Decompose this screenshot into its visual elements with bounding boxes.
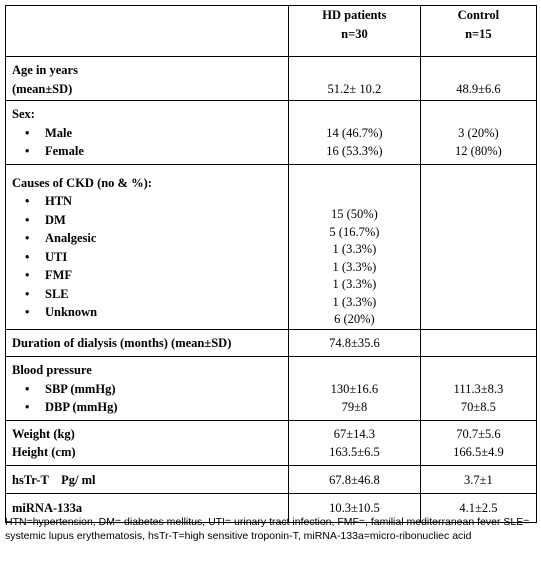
sex-item-female: • Female xyxy=(12,142,282,161)
bp-item-dbp: • DBP (mmHg) xyxy=(12,398,282,417)
troponin-row xyxy=(6,465,537,494)
header-row xyxy=(6,6,537,57)
age-control-value: 48.9±6.6 xyxy=(420,57,536,101)
patient-characteristics-table xyxy=(5,5,537,523)
troponin-hd-value: 67.8±46.8 xyxy=(289,465,421,494)
sex-item-male: • Male xyxy=(12,124,282,143)
cause-htn-hd: 15 (50%) xyxy=(330,207,378,221)
anthro-row xyxy=(6,420,537,465)
bp-control-cell xyxy=(420,357,536,421)
header-control-cell xyxy=(420,6,536,57)
dialysis-control-value xyxy=(420,329,536,357)
dbp-hd: 79±8 xyxy=(341,400,368,414)
bp-hd-cell xyxy=(289,357,421,421)
weight-control: 70.7±5.6 xyxy=(456,426,501,441)
sex-control-cell xyxy=(420,101,536,165)
control-n: n=15 xyxy=(465,26,492,41)
causes-label: Causes of CKD (no & %): xyxy=(12,175,152,190)
bp-label-cell xyxy=(6,357,289,421)
dialysis-hd-value: 74.8±35.6 xyxy=(289,329,421,357)
bp-item-sbp: • SBP (mmHg) xyxy=(12,380,282,399)
causes-control-cell xyxy=(420,164,536,329)
causes-hd-cell xyxy=(289,164,421,329)
age-label-sub: (mean±SD) xyxy=(12,81,73,96)
mirna-hd-value: 10.3±10.5 xyxy=(289,494,421,523)
age-label: Age in years xyxy=(12,63,78,77)
table-footnote: HTN=hypertension, DM= diabetes mellitus, UTI= urinary tract infection, FMF=, familial mediterranean fever SLE= systemic lupus erythematosis, hsTr-T=high sensitive troponin-T, miRNA-133a=micro-ribonucliec acid xyxy=(5,516,530,542)
anthro-hd-cell xyxy=(289,420,421,465)
hd-title: HD patients xyxy=(322,8,387,22)
sex-hd-cell xyxy=(289,101,421,165)
dialysis-row xyxy=(6,329,537,357)
header-empty-cell xyxy=(6,6,289,57)
header-hd-cell xyxy=(289,6,421,57)
sex-label: Sex: xyxy=(12,107,35,121)
height-label: Height (cm) xyxy=(12,445,76,459)
cause-item-fmf: • FMF xyxy=(12,266,282,285)
cause-item-uti: • UTI xyxy=(12,248,282,267)
sex-male-control: 3 (20%) xyxy=(458,125,499,140)
sex-female-control: 12 (80%) xyxy=(454,144,502,158)
troponin-label: hsTr-T Pg/ ml xyxy=(6,465,289,494)
hd-n: n=30 xyxy=(341,26,368,41)
anthro-label-cell xyxy=(6,420,289,465)
sex-label-cell xyxy=(6,101,289,165)
sbp-control: 111.3±8.3 xyxy=(453,381,504,396)
bp-label: Blood pressure xyxy=(12,363,92,377)
cause-dm-hd: 5 (16.7%) xyxy=(329,224,380,239)
cause-unknown-hd: 6 (20%) xyxy=(334,312,375,326)
cause-sle-hd: 1 (3.3%) xyxy=(332,294,377,309)
control-title: Control xyxy=(457,8,500,22)
causes-row xyxy=(6,164,537,329)
causes-label-cell xyxy=(6,164,289,329)
dbp-control: 70±8.5 xyxy=(460,400,496,414)
weight-label: Weight (kg) xyxy=(12,426,75,441)
sex-row xyxy=(6,101,537,165)
mirna-label: miRNA-133a xyxy=(6,494,289,523)
sex-female-hd: 16 (53.3%) xyxy=(326,144,383,158)
height-control: 166.5±4.9 xyxy=(453,445,504,459)
cause-analgesic-hd: 1 (3.3%) xyxy=(332,242,377,256)
sex-male-hd: 14 (46.7%) xyxy=(326,125,383,140)
cause-fmf-hd: 1 (3.3%) xyxy=(332,277,377,291)
cause-uti-hd: 1 (3.3%) xyxy=(332,259,377,274)
age-row xyxy=(6,57,537,101)
cause-item-sle: • SLE xyxy=(12,285,282,304)
age-label-cell xyxy=(6,57,289,101)
dialysis-label: Duration of dialysis (months) (mean±SD) xyxy=(6,329,289,357)
mirna-control-value: 4.1±2.5 xyxy=(420,494,536,523)
height-hd: 163.5±6.5 xyxy=(329,445,380,459)
sbp-hd: 130±16.6 xyxy=(330,381,379,396)
weight-hd: 67±14.3 xyxy=(333,426,376,441)
cause-item-dm: • DM xyxy=(12,211,282,230)
age-hd-value: 51.2± 10.2 xyxy=(289,57,421,101)
anthro-control-cell xyxy=(420,420,536,465)
bp-row xyxy=(6,357,537,421)
cause-item-analgesic: • Analgesic xyxy=(12,229,282,248)
cause-item-unknown: • Unknown xyxy=(12,303,282,322)
troponin-control-value: 3.7±1 xyxy=(420,465,536,494)
cause-item-htn: • HTN xyxy=(12,192,282,211)
